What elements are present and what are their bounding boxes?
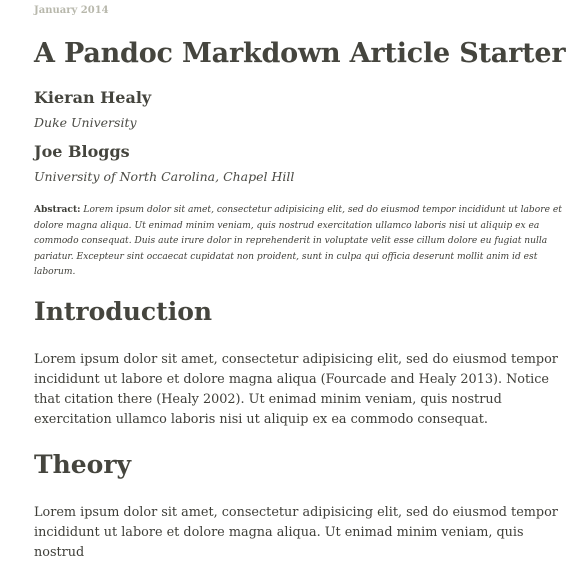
abstract — [34, 202, 564, 281]
section-paragraph-introduction: Lorem ipsum dolor sit amet, consectetur adipisicing elit, sed do eiusmod tempor incididunt ut labore et dolore magna aliqua (Fourcade and Healy 2013). Notice that citation there (Healy 2002). Ut enimad minim veniam, quis nostrud exercitation ullamco laboris nisi ut aliquip ex ea commodo consequat. — [34, 352, 558, 427]
author-affiliation: Duke University — [34, 115, 137, 130]
section-paragraph-theory: Lorem ipsum dolor sit amet, consectetur adipisicing elit, sed do eiusmod tempor incididunt ut labore et dolore magna aliqua. Ut enimad minim veniam, quis nostrud — [34, 505, 558, 560]
author-name: Kieran Healy — [34, 88, 152, 107]
abstract-text: Lorem ipsum dolor sit amet, consectetur adipisicing elit, sed do eiusmod tempor incididunt ut labore et dolore magna aliqua. Ut enimad minim veniam, quis nostrud exercitation ullamco laboris nisi ut aliquip ex ea commodo consequat. Duis aute irure dolor in reprehenderit in voluptate velit esse cillum dolore eu fugiat nulla pariatur. Excepteur sint occaecat cupidatat non proident, sunt in culpa qui officia deserunt mollit anim id est laborum. — [34, 205, 562, 278]
author-name: Joe Bloggs — [34, 142, 130, 161]
article-title: A Pandoc Markdown Article Starter — [34, 38, 566, 69]
date-line: January 2014 — [34, 5, 109, 16]
section-heading-introduction: Introduction — [34, 297, 213, 326]
author-affiliation: University of North Carolina, Chapel Hill — [34, 169, 295, 184]
section-heading-theory: Theory — [34, 450, 132, 479]
abstract-label: Abstract: — [34, 204, 81, 215]
